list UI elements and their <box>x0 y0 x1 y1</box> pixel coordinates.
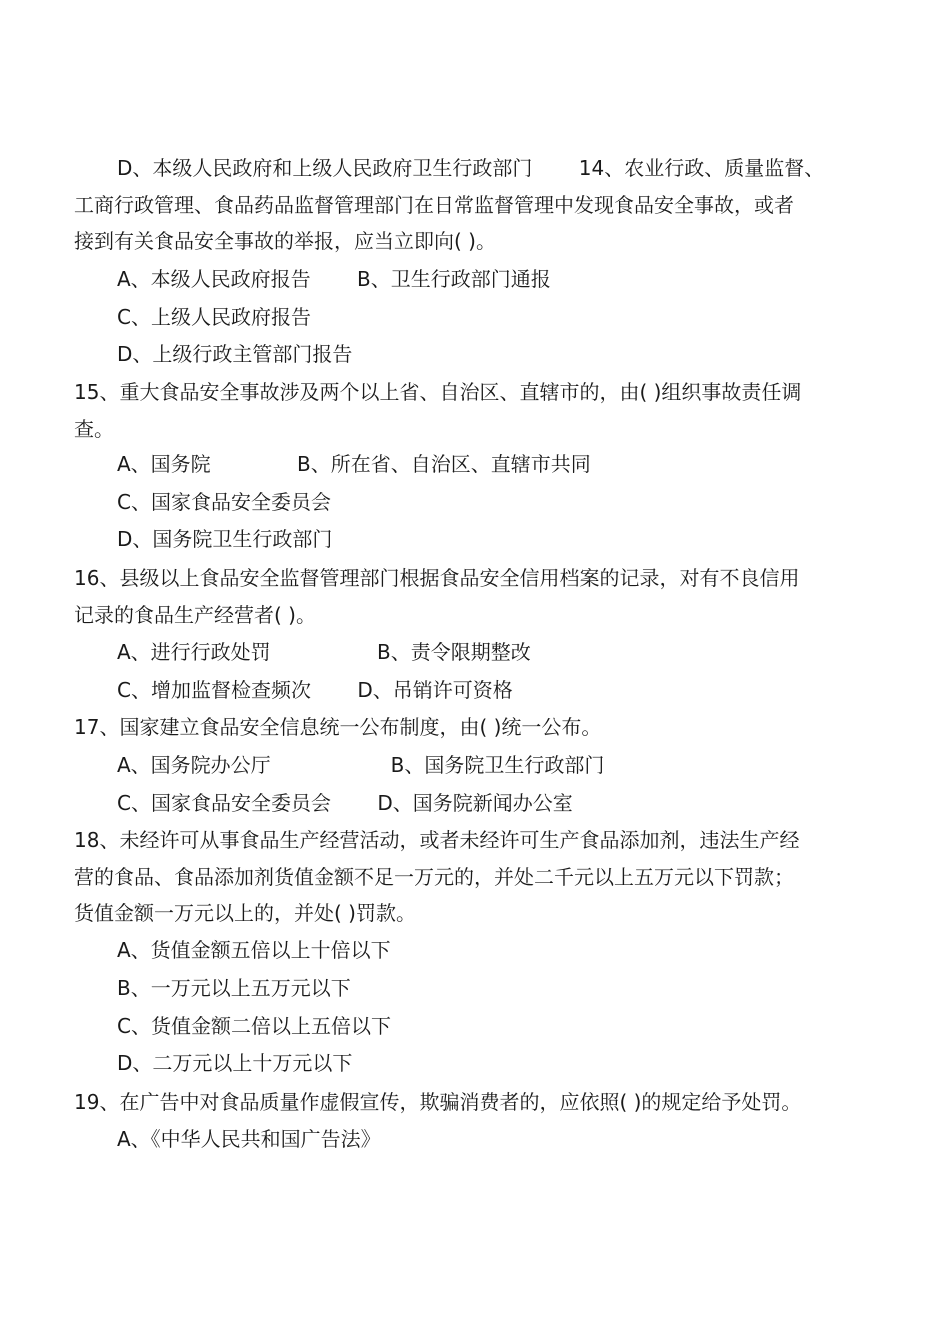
option-line: C、国家食品安全委员会 <box>117 490 331 514</box>
question-line: 15、重大食品安全事故涉及两个以上省、自治区、直辖市的，由( )组织事故责任调 <box>74 380 802 404</box>
option-line: A、《中华人民共和国广告法》 <box>117 1127 381 1151</box>
option-line: C、上级人民政府报告 <box>117 305 311 329</box>
text-line: D、本级人民政府和上级人民政府卫生行政部门 14、农业行政、质量监督、 <box>117 156 825 180</box>
option-line: D、二万元以上十万元以下 <box>117 1051 353 1075</box>
option-line: B、一万元以上五万元以下 <box>117 976 351 1000</box>
option-line: A、货值金额五倍以上十倍以下 <box>117 938 391 962</box>
question-line: 17、国家建立食品安全信息统一公布制度，由( )统一公布。 <box>74 715 602 739</box>
option-line: D、国务院卫生行政部门 <box>117 527 333 551</box>
question-line: 16、县级以上食品安全监督管理部门根据食品安全信用档案的记录，对有不良信用 <box>74 566 800 590</box>
text-line: 工商行政管理、食品药品监督管理部门在日常监督管理中发现食品安全事故，或者 <box>74 193 794 217</box>
text-line: 查。 <box>74 417 114 441</box>
option-line: D、上级行政主管部门报告 <box>117 342 353 366</box>
option-line: A、国务院 B、所在省、自治区、直辖市共同 <box>117 452 591 476</box>
text-line: 记录的食品生产经营者( )。 <box>74 603 316 627</box>
option-line: C、增加监督检查频次 D、吊销许可资格 <box>117 678 513 702</box>
text-line: 接到有关食品安全事故的举报，应当立即向( )。 <box>74 229 496 253</box>
option-line: C、货值金额二倍以上五倍以下 <box>117 1014 391 1038</box>
text-line: 货值金额一万元以上的，并处( )罚款。 <box>74 901 416 925</box>
text-line: 营的食品、食品添加剂货值金额不足一万元的，并处二千元以上五万元以下罚款； <box>74 865 794 889</box>
question-line: 18、未经许可从事食品生产经营活动，或者未经许可生产食品添加剂，违法生产经 <box>74 828 800 852</box>
option-line: C、国家食品安全委员会 D、国务院新闻办公室 <box>117 791 573 815</box>
option-line: A、进行行政处罚 B、责令限期整改 <box>117 640 531 664</box>
option-line: A、本级人民政府报告 B、卫生行政部门通报 <box>117 267 551 291</box>
question-line: 19、在广告中对食品质量作虚假宣传，欺骗消费者的，应依照( )的规定给予处罚。 <box>74 1090 802 1114</box>
option-line: A、国务院办公厅 B、国务院卫生行政部门 <box>117 753 605 777</box>
